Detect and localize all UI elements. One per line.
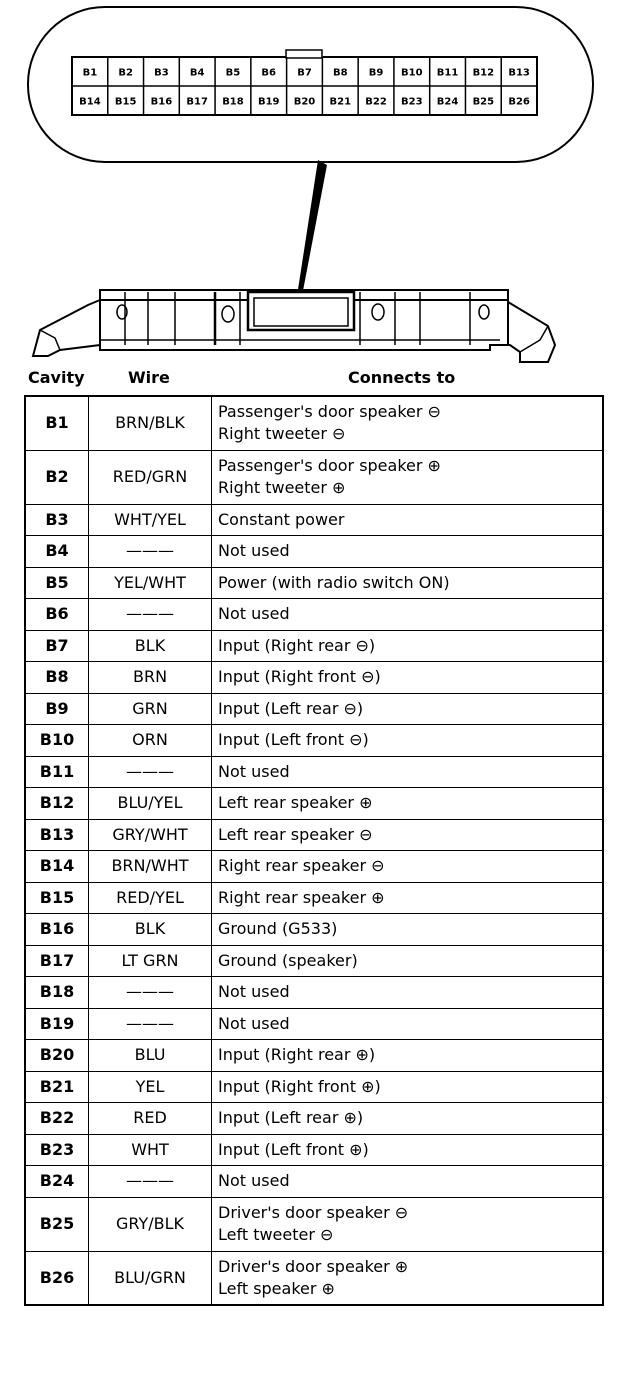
connects-to-cell: Not used — [212, 977, 604, 1009]
connector-diagram — [0, 0, 640, 372]
connects-to-cell: Input (Right front ⊖) — [212, 662, 604, 694]
table-row — [25, 599, 603, 631]
table-row — [25, 396, 603, 450]
cavity-cell: B12 — [25, 788, 89, 820]
connects-to-cell: Input (Left rear ⊖) — [212, 693, 604, 725]
connects-to-cell: Input (Left rear ⊕) — [212, 1103, 604, 1135]
cavity-cell: B15 — [25, 882, 89, 914]
pin-label: B14 — [79, 96, 101, 108]
wire-cell: GRY/WHT — [89, 819, 212, 851]
cavity-cell: B25 — [25, 1197, 89, 1251]
wire-cell: ——— — [89, 536, 212, 568]
cavity-cell: B9 — [25, 693, 89, 725]
cavity-cell: B2 — [25, 450, 89, 504]
cavity-cell: B18 — [25, 977, 89, 1009]
pin-label: B22 — [365, 96, 387, 108]
pin-label: B3 — [154, 67, 169, 79]
wire-cell: BRN/BLK — [89, 396, 212, 450]
connects-to-cell: Not used — [212, 536, 604, 568]
wire-cell: ——— — [89, 1008, 212, 1040]
wire-cell: BRN — [89, 662, 212, 694]
connects-to-cell: Input (Right rear ⊕) — [212, 1040, 604, 1072]
connects-to-cell: Ground (speaker) — [212, 945, 604, 977]
pin-label: B12 — [472, 67, 495, 79]
wire-cell: YEL — [89, 1071, 212, 1103]
connects-to-cell: Left rear speaker ⊖ — [212, 819, 604, 851]
cavity-cell: B26 — [25, 1251, 89, 1305]
wire-cell: BLU/GRN — [89, 1251, 212, 1305]
wire-cell: ——— — [89, 977, 212, 1009]
cavity-cell: B4 — [25, 536, 89, 568]
wire-cell: GRN — [89, 693, 212, 725]
radio-harness-connector — [33, 290, 555, 362]
cavity-cell: B11 — [25, 756, 89, 788]
table-row — [25, 1103, 603, 1135]
table-row — [25, 1071, 603, 1103]
table-row — [25, 819, 603, 851]
connector-latch-tab — [286, 50, 322, 58]
pinout-table — [24, 395, 604, 1306]
wire-cell: ——— — [89, 1166, 212, 1198]
cavity-cell: B22 — [25, 1103, 89, 1135]
cavity-cell: B16 — [25, 914, 89, 946]
pin-label: B26 — [508, 96, 530, 108]
table-row — [25, 567, 603, 599]
connects-to-cell: Not used — [212, 756, 604, 788]
leader-wire — [297, 160, 327, 296]
table-row — [25, 977, 603, 1009]
cavity-cell: B5 — [25, 567, 89, 599]
connects-to-cell: Not used — [212, 599, 604, 631]
pin-label: B19 — [257, 96, 280, 108]
connects-to-cell: Passenger's door speaker ⊖ Right tweeter ⊖ — [212, 396, 604, 450]
table-row — [25, 536, 603, 568]
wire-cell: BRN/WHT — [89, 851, 212, 883]
cavity-cell: B20 — [25, 1040, 89, 1072]
wire-cell: GRY/BLK — [89, 1197, 212, 1251]
table-row — [25, 914, 603, 946]
table-row — [25, 450, 603, 504]
pin-label: B5 — [225, 67, 241, 79]
table-header-row — [0, 366, 640, 392]
connects-to-cell: Not used — [212, 1166, 604, 1198]
table-row — [25, 725, 603, 757]
connects-to-cell: Driver's door speaker ⊕ Left speaker ⊕ — [212, 1251, 604, 1305]
wire-cell: BLK — [89, 630, 212, 662]
pin-label: B21 — [329, 96, 352, 108]
pin-label: B4 — [189, 67, 205, 79]
table-row — [25, 630, 603, 662]
table-row — [25, 1197, 603, 1251]
pin-label: B25 — [472, 96, 495, 108]
connector-callout-outline — [28, 7, 593, 162]
table-row — [25, 1008, 603, 1040]
pin-label: B10 — [401, 67, 423, 79]
cavity-cell: B13 — [25, 819, 89, 851]
connects-to-cell: Ground (G533) — [212, 914, 604, 946]
pin-label: B1 — [82, 67, 98, 79]
connects-to-cell: Input (Right front ⊕) — [212, 1071, 604, 1103]
connects-to-cell: Not used — [212, 1008, 604, 1040]
wire-cell: BLK — [89, 914, 212, 946]
connects-to-cell: Input (Left front ⊕) — [212, 1134, 604, 1166]
cavity-cell: B6 — [25, 599, 89, 631]
table-row — [25, 1134, 603, 1166]
connects-to-cell: Passenger's door speaker ⊕ Right tweeter ⊕ — [212, 450, 604, 504]
wire-cell: ——— — [89, 599, 212, 631]
pin-label: B13 — [508, 67, 530, 79]
connects-to-cell: Left rear speaker ⊕ — [212, 788, 604, 820]
cavity-cell: B21 — [25, 1071, 89, 1103]
cavity-cell: B19 — [25, 1008, 89, 1040]
wire-cell: WHT — [89, 1134, 212, 1166]
wire-cell: RED — [89, 1103, 212, 1135]
wire-cell: YEL/WHT — [89, 567, 212, 599]
connects-to-cell: Input (Left front ⊖) — [212, 725, 604, 757]
wire-cell: RED/GRN — [89, 450, 212, 504]
wire-cell: WHT/YEL — [89, 504, 212, 536]
table-row — [25, 788, 603, 820]
cavity-cell: B7 — [25, 630, 89, 662]
connects-to-cell: Input (Right rear ⊖) — [212, 630, 604, 662]
connects-to-cell: Constant power — [212, 504, 604, 536]
pin-label: B2 — [118, 67, 133, 79]
cavity-cell: B10 — [25, 725, 89, 757]
table-row — [25, 1166, 603, 1198]
pin-label: B15 — [114, 96, 137, 108]
wire-cell: LT GRN — [89, 945, 212, 977]
connects-to-cell: Right rear speaker ⊖ — [212, 851, 604, 883]
connects-to-cell: Driver's door speaker ⊖ Left tweeter ⊖ — [212, 1197, 604, 1251]
cavity-cell: B3 — [25, 504, 89, 536]
cavity-cell: B23 — [25, 1134, 89, 1166]
pin-label: B8 — [332, 67, 348, 79]
table-row — [25, 1251, 603, 1305]
connects-to-header: Connects to — [348, 368, 456, 387]
cavity-cell: B24 — [25, 1166, 89, 1198]
table-row — [25, 662, 603, 694]
cavity-cell: B8 — [25, 662, 89, 694]
pin-label: B20 — [293, 96, 316, 108]
pin-label: B24 — [436, 96, 459, 108]
cavity-cell: B14 — [25, 851, 89, 883]
cavity-header: Cavity — [28, 368, 85, 387]
table-row — [25, 945, 603, 977]
pin-label: B9 — [368, 67, 384, 79]
pin-label: B11 — [436, 67, 459, 79]
wire-header: Wire — [128, 368, 170, 387]
pin-label: B16 — [150, 96, 173, 108]
table-row — [25, 504, 603, 536]
table-row — [25, 882, 603, 914]
wire-cell: ——— — [89, 756, 212, 788]
wire-cell: RED/YEL — [89, 882, 212, 914]
connects-to-cell: Power (with radio switch ON) — [212, 567, 604, 599]
wire-cell: BLU/YEL — [89, 788, 212, 820]
connector-svg — [0, 0, 640, 372]
pin-label: B7 — [297, 67, 312, 79]
pin-label: B23 — [401, 96, 423, 108]
table-row — [25, 1040, 603, 1072]
table-row — [25, 851, 603, 883]
pin-label: B18 — [222, 96, 244, 108]
pin-label: B17 — [186, 96, 208, 108]
pin-label: B6 — [261, 67, 277, 79]
wire-cell: ORN — [89, 725, 212, 757]
wire-cell: BLU — [89, 1040, 212, 1072]
table-row — [25, 693, 603, 725]
cavity-cell: B17 — [25, 945, 89, 977]
cavity-cell: B1 — [25, 396, 89, 450]
connects-to-cell: Right rear speaker ⊕ — [212, 882, 604, 914]
table-row — [25, 756, 603, 788]
